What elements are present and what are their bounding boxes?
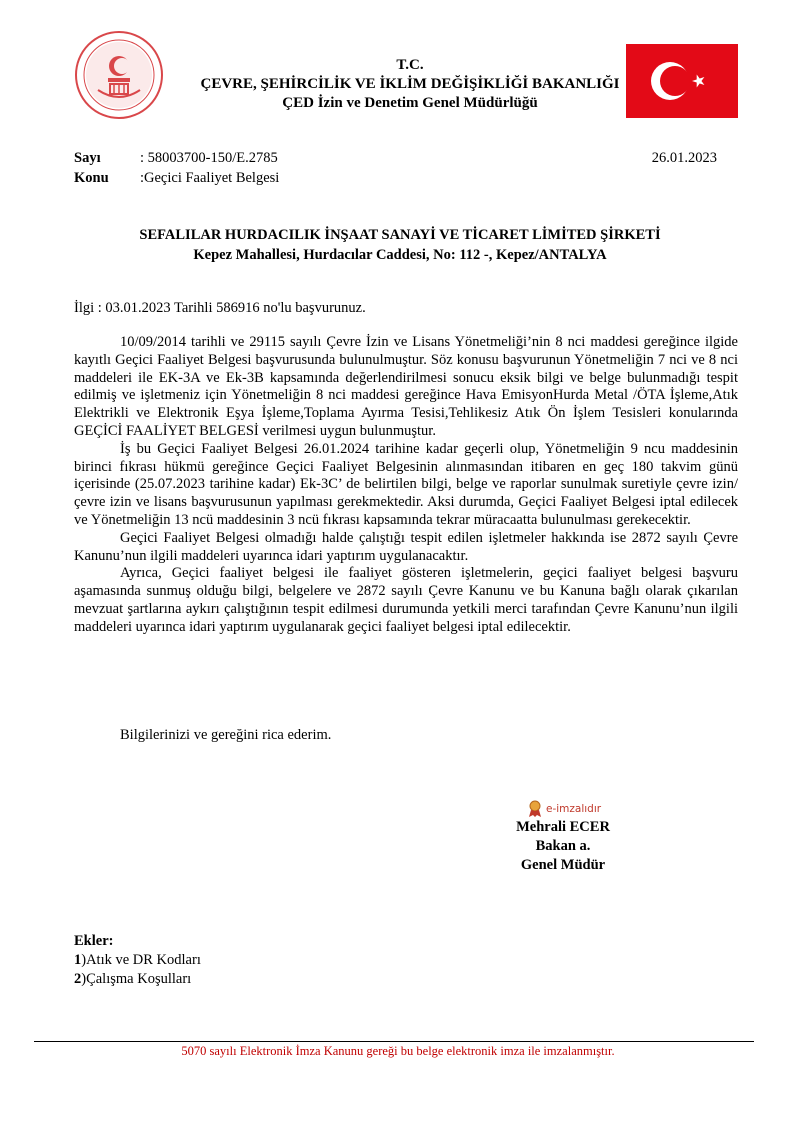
attachment-item — [74, 951, 201, 970]
sayi-value: : 58003700-150/E.2785 — [140, 150, 278, 166]
header-line-ministry: ÇEVRE, ŞEHİRCİLİK VE İKLİM DEĞİŞİKLİĞİ BAKANLIĞI — [200, 76, 620, 92]
attachments-label: Ekler: — [74, 933, 114, 949]
konu-value: :Geçici Faaliyet Belgesi — [140, 170, 280, 186]
document-date: 26.01.2023 — [651, 150, 717, 166]
attachments — [74, 932, 201, 989]
footer-notice: 5070 sayılı Elektronik İmza Kanunu gereği bu belge elektronik imza ile imzalanmıştır. — [181, 1044, 615, 1058]
attachment-item — [74, 970, 201, 989]
konu-label: Konu — [74, 170, 109, 186]
recipient-address: Kepez Mahallesi, Hurdacılar Caddesi, No: 112 -, Kepez/ANTALYA — [193, 247, 607, 263]
e-signature-mark — [500, 800, 626, 818]
header-line-directorate: ÇED İzin ve Denetim Genel Müdürlüğü — [282, 95, 538, 111]
body-paragraph-3: Geçici Faaliyet Belgesi olmadığı halde çalıştığı tespit edilen işletmeler hakkında ise 2872 sayılı Çevre Kanunu’nun ilgili maddeleri uyarınca idari yaptırım uygulanacaktır. — [74, 529, 738, 564]
attachment-text: )Çalışma Koşulları — [81, 971, 192, 987]
reference-line: İlgi : 03.01.2023 Tarihli 586916 no'lu başvurunuz. — [74, 300, 366, 316]
signature-block — [500, 800, 626, 875]
recipient-block — [74, 225, 726, 265]
signer-title-2: Genel Müdür — [520, 857, 606, 873]
footer-divider — [34, 1041, 754, 1042]
turkish-flag-icon — [626, 44, 738, 118]
document-meta — [74, 148, 724, 188]
body-paragraph-4: Ayrıca, Geçici faaliyet belgesi ile faaliyet gösteren işletmelerin, geçici faaliyet belgesi başvuru aşamasında sunmuş olduğu bilgi, belgelere ve 2872 sayılı Çevre Kanunu ve bu Kanuna bağlı olarak çıkarılan mevzuat şartlarına aykırı çalıştığının tespit edilmesi durumunda yetkili merci tarafından Çevre Kanunu’nun ilgili maddeleri uyarınca idari yaptırım uygulanarak geçici faaliyet belgesi iptal edilecektir. — [74, 565, 738, 635]
e-signature-label: e-imzalıdır — [546, 803, 602, 815]
header-line-tc: T.C. — [396, 57, 424, 73]
rosette-icon — [528, 800, 542, 818]
closing-line: Bilgilerinizi ve gereğini rica ederim. — [120, 727, 332, 743]
attachment-number: 2 — [74, 971, 82, 987]
sayi-label: Sayı — [74, 150, 101, 166]
body-paragraph-1: 10/09/2014 tarihli ve 29115 sayılı Çevre İzin ve Lisans Yönetmeliği’nin 8 nci maddesi gereğince ilgide kayıtlı Geçici Faaliyet Belgesi başvurusunda bulunulmuştur. Söz konusu başvurunun Yönetmeliğin 7 nci ve 8 nci maddeleri ile EK-3A ve Ek-3B kapsamında değerlendirilmesi sonucu eksik bilgi ve belge bulunmadığı tespit edilmiş ve işletmeniz için Yönetmeliğin 8 nci maddesi gereğince Hava EmisyonHurda Metal /ÖTA İşleme,Atık Elektrikli ve Elektronik Eşya İşleme,Toplama Ayırma Tesisi,Tehlikesiz Atık Ön İşlem Tesisleri konularında GEÇİCİ FAALİYET BELGESİ verilmesi uygun bulunmuştur. — [74, 334, 738, 439]
attachment-text: )Atık ve DR Kodları — [81, 952, 201, 968]
attachment-number: 1 — [74, 952, 82, 968]
body-paragraph-2: İş bu Geçici Faaliyet Belgesi 26.01.2024 tarihine kadar geçerli olup, Yönetmeliğin 9 ncu maddesinin birinci fıkrası hükmü gereğince Geçici Faaliyet Belgesinin alınmasından itibaren en geç 180 takvim günü içerisinde (25.07.2023 tarihine kadar) Ek-3C’ de belirtilen bilgi, belge ve raporlar sunulmak suretiyle çevre izin/çevre izin ve lisans başvurusunun yapılması gerekmektedir. Aksi durumda, Geçici Faaliyet Belgesi iptal edilecek ve Yönetmeliğin 13 ncü maddesinin 3 ncü fıkrası kapsamında tekrar müracaatta bulunulması gerekecektir. — [74, 440, 738, 528]
signer-title-1: Bakan a. — [535, 838, 591, 854]
letterhead — [150, 56, 670, 113]
signer-name: Mehrali ECER — [516, 819, 610, 835]
letter-body — [74, 334, 738, 637]
recipient-name: SEFALILAR HURDACILIK İNŞAAT SANAYİ VE TİCARET LİMİTED ŞİRKETİ — [139, 227, 661, 243]
